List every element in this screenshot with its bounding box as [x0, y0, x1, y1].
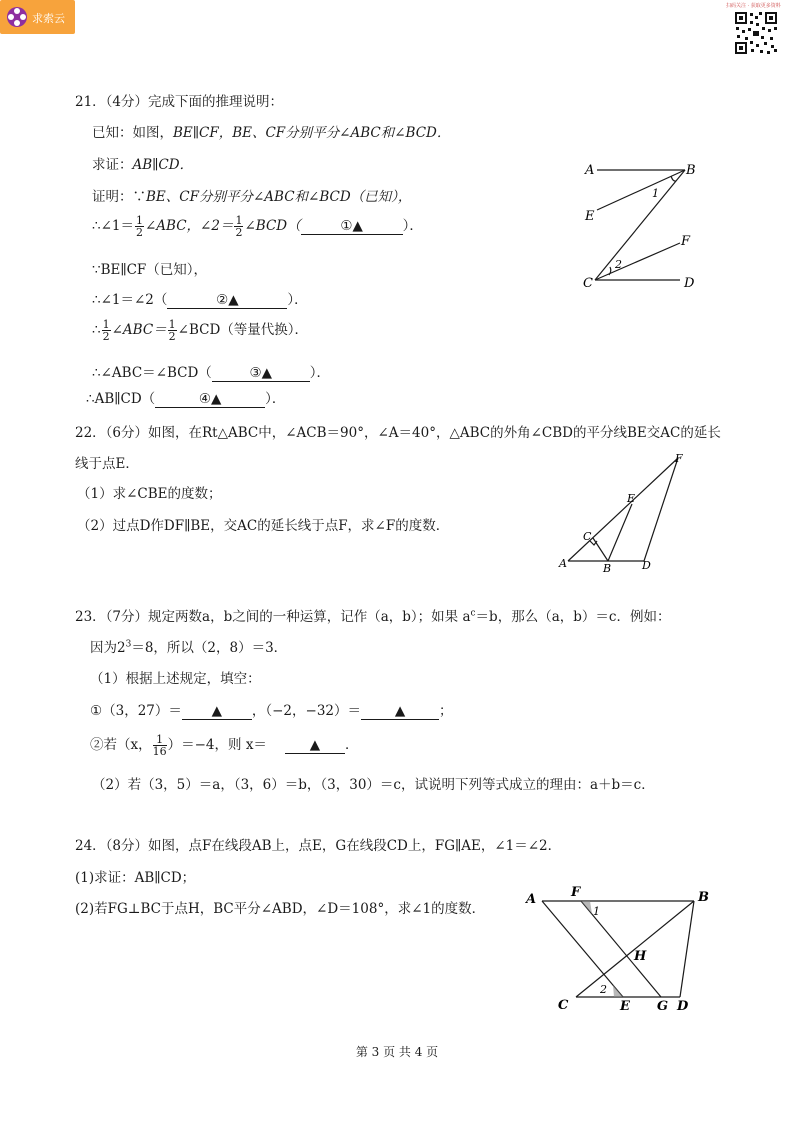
label-e: E — [585, 209, 595, 224]
q21-figure — [575, 155, 705, 295]
segment-cf — [595, 243, 680, 280]
label-angle-1: 1 — [593, 905, 600, 918]
q24-line1: 24．（8分）如图，点F在线段AB上，点E，G在线段CD上，FG∥AE，∠1＝∠2． — [75, 838, 562, 854]
q23-part2: （2）若（3，5）＝a，（3，6）＝b，（3，30）＝c，试说明下列等式成立的理由：a＋b＝c． — [92, 777, 655, 793]
qr-code-icon[interactable] — [734, 11, 778, 55]
segment-bc — [593, 538, 608, 561]
label-f: F — [571, 885, 581, 900]
q22-part1: （1）求∠CBE的度数； — [77, 486, 222, 502]
answer-blank-a[interactable]: ▲ — [182, 703, 252, 720]
q23-line1: 23．（7分）规定两数a，b之间的一种运算，记作（a，b）；如果 $a^c=b$，那么（a，b）＝c．例如： — [75, 608, 671, 625]
label-f: F — [675, 452, 683, 465]
label-b: B — [686, 163, 696, 178]
label-h: H — [634, 949, 647, 964]
q21-prove: 求证：AB∥CD． — [92, 157, 194, 173]
fraction-half: $\frac{1}{2}$ — [235, 214, 243, 239]
q24-part2: (2)若FG⊥BC于点H，BC平分∠ABD，∠D＝108°，求∠1的度数． — [75, 901, 486, 917]
q22-line2: 线于点E． — [75, 456, 139, 472]
q21-proof-line1: 证明：∵BE、CF分别平分∠ABC和∠BCD（已知）， — [92, 189, 412, 205]
label-a: A — [585, 163, 595, 178]
qr-caption: 扫码关注 · 获取更多资料 — [726, 3, 781, 9]
q24-figure — [520, 880, 720, 1020]
label-c: C — [583, 276, 593, 291]
fraction-half: $\frac{1}{2}$ — [102, 318, 110, 343]
q21-proof-line3: ∵BE∥CF（已知）， — [92, 262, 208, 278]
label-d: D — [677, 999, 689, 1014]
q21-proof-line2: ∴∠1＝ $\frac{1}{2}$ ∠ABC，∠2＝ $\frac{1}{2}$ ∠BCD（ ①▲ ）． — [92, 214, 423, 239]
label-e: E — [627, 492, 636, 505]
label-g: G — [657, 999, 669, 1014]
q21-proof-line7: ∴AB∥CD（ ④▲ ）． — [86, 391, 286, 407]
answer-blank-c[interactable]: ▲ — [285, 737, 345, 754]
segment-bc — [595, 170, 685, 280]
brand-logo — [0, 0, 75, 34]
angle-1-arc — [671, 176, 676, 181]
label-d: D — [642, 559, 651, 572]
q22-line1: 22．（6分）如图，在Rt△ABC中，∠ACB＝90°，∠A＝40°，△ABC的外角∠CBD的平分线BE交AC的延长 — [75, 425, 721, 441]
fraction-sixteenth: $\frac{1}{16}$ — [152, 733, 167, 758]
q22-figure — [557, 448, 692, 575]
q21-heading: 21．（4分）完成下面的推理说明： — [75, 94, 284, 110]
q23-part1: （1）根据上述规定，填空： — [90, 671, 261, 687]
logo-text: 求索云 — [32, 12, 65, 25]
answer-blank-4[interactable]: ④▲ — [155, 391, 265, 408]
q21-known: 已知：如图，BE∥CF，BE、CF分别平分∠ABC和∠BCD． — [92, 125, 451, 141]
label-angle-1: 1 — [652, 187, 659, 200]
label-a: A — [526, 892, 537, 907]
label-e: E — [620, 999, 630, 1014]
fraction-half: $\frac{1}{2}$ — [168, 318, 176, 343]
q24-part1: (1)求证：AB∥CD； — [75, 870, 196, 886]
q21-proof-line6: ∴∠ABC＝∠BCD（ ③▲ ）． — [92, 365, 331, 381]
answer-blank-1[interactable]: ①▲ — [301, 218, 403, 235]
q23-fill2: ②若（x， $\frac{1}{16}$ ）＝−4，则 x＝ ▲ ． — [90, 733, 359, 758]
label-d: D — [684, 276, 695, 291]
q23-line2: 因为$2^3=8$，所以（2，8）＝3． — [90, 639, 288, 656]
q23-fill1: ①（3，27）＝ ▲ ，（−2，−32）＝ ▲ ； — [90, 703, 453, 719]
label-c: C — [583, 530, 592, 543]
label-angle-2: 2 — [600, 983, 607, 996]
label-f: F — [681, 234, 691, 249]
q21-proof-line5: ∴ $\frac{1}{2}$ ∠ABC＝ $\frac{1}{2}$ ∠BCD（等量代换）． — [92, 318, 309, 343]
label-b: B — [603, 562, 612, 575]
answer-blank-3[interactable]: ③▲ — [212, 365, 310, 382]
label-a: A — [559, 557, 567, 570]
label-b: B — [698, 890, 709, 905]
fraction-half: $\frac{1}{2}$ — [136, 214, 143, 239]
flower-icon — [7, 7, 27, 27]
page-number: 第 3 页 共 4 页 — [355, 1045, 439, 1059]
q21-proof-line4: ∴∠1＝∠2（ ②▲ ）． — [92, 292, 308, 308]
segment-bd — [680, 901, 694, 997]
q22-part2: （2）过点D作DF∥BE，交AC的延长线于点F，求∠F的度数． — [77, 518, 450, 534]
segment-ae — [542, 901, 623, 997]
segment-be — [597, 170, 685, 210]
label-angle-2: 2 — [615, 258, 622, 271]
label-c: C — [558, 998, 569, 1013]
answer-blank-b[interactable]: ▲ — [361, 703, 439, 720]
answer-blank-2[interactable]: ②▲ — [167, 292, 287, 309]
